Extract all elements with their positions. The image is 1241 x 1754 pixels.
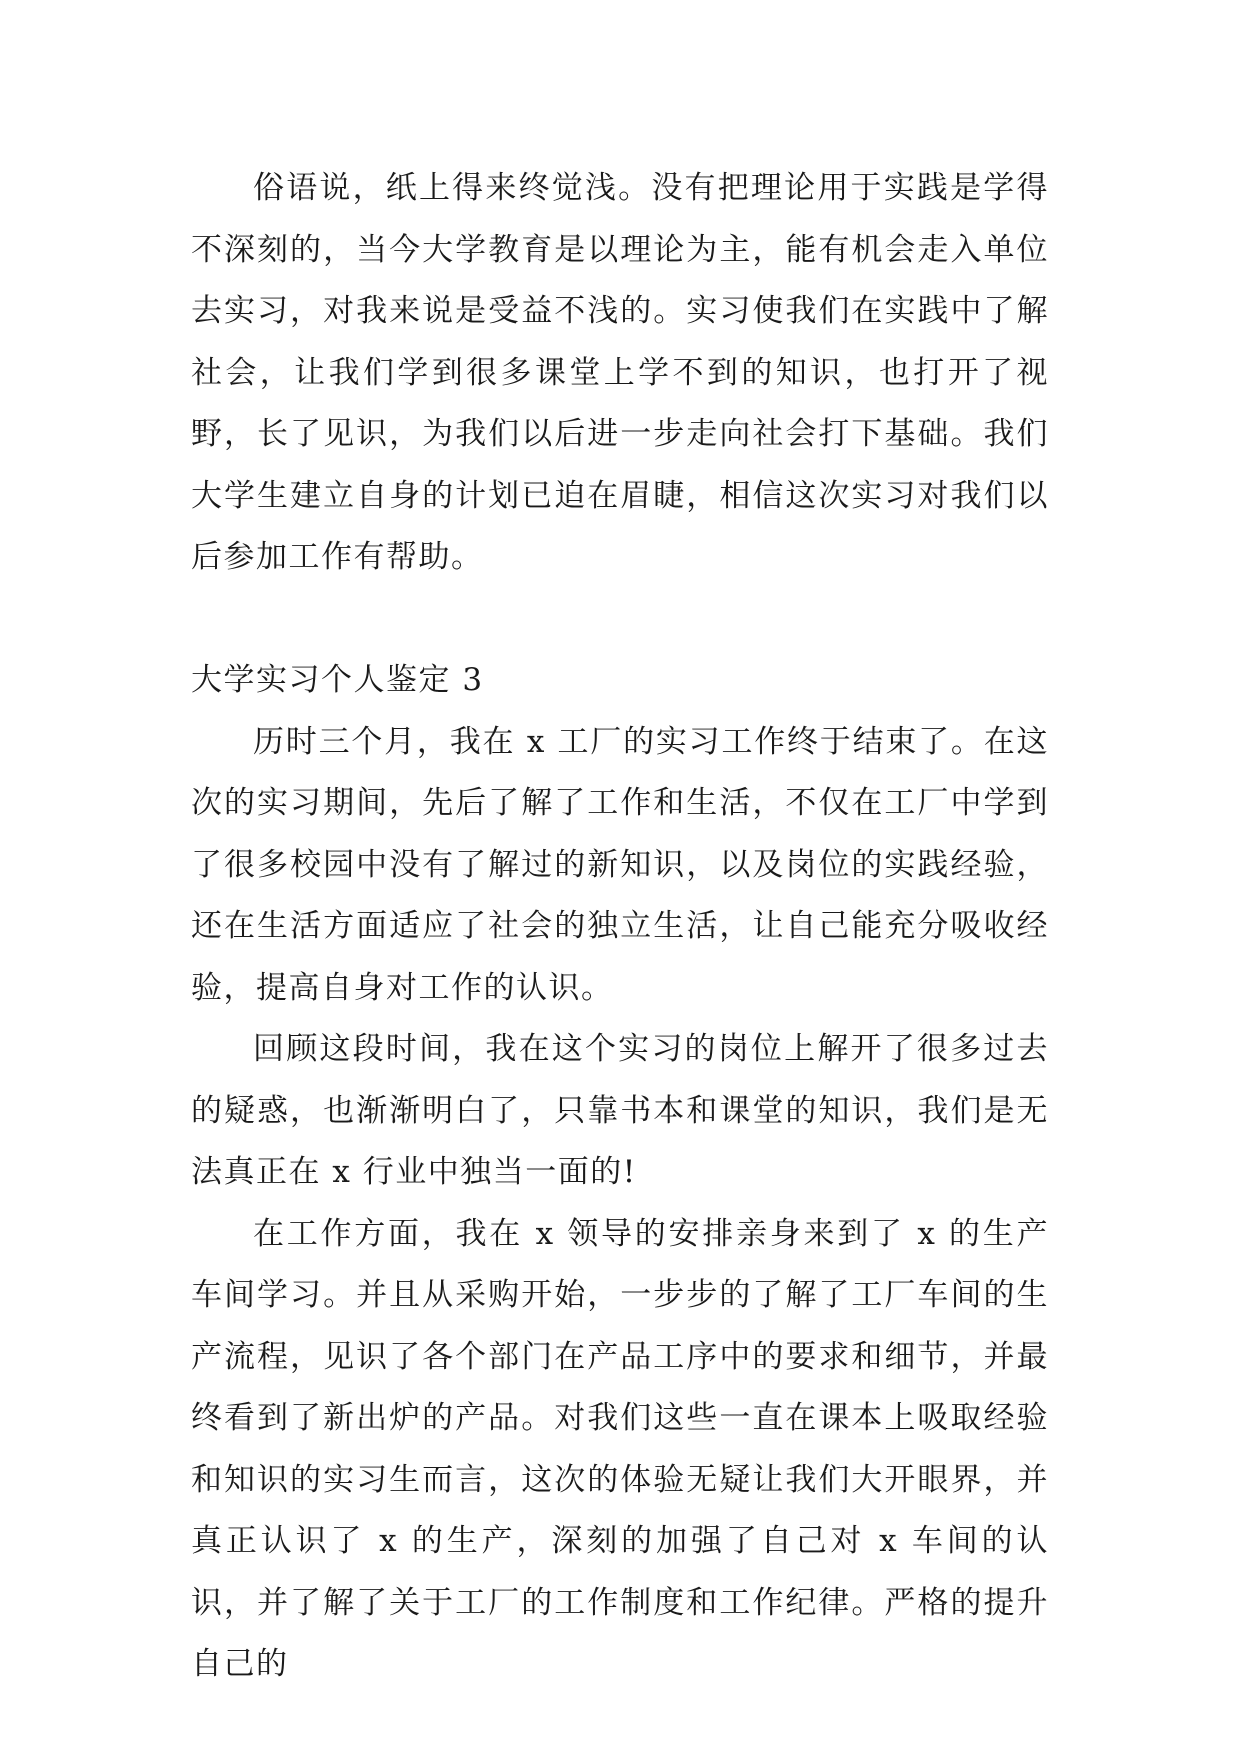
paragraph-section-1: 历时三个月，我在 x 工厂的实习工作终于结束了。在这次的实习期间，先后了解了工作和生活，不仅在工厂中学到了很多校园中没有了解过的新知识，以及岗位的实践经验，还在生活方面适应了社会的独立生活，让自己能充分吸收经验，提高自身对工作的认识。 bbox=[191, 723, 1049, 1006]
section-title: 大学实习个人鉴定 3 bbox=[191, 662, 484, 698]
paragraph-intro: 俗语说，纸上得来终觉浅。没有把理论用于实践是学得不深刻的，当今大学教育是以理论为主，能有机会走入单位去实习，对我来说是受益不浅的。实习使我们在实践中了解社会，让我们学到很多课堂上学不到的知识，也打开了视野，长了见识，为我们以后进一步走向社会打下基础。我们大学生建立自身的计划已迫在眉睫，相信这次实习对我们以后参加工作有帮助。 bbox=[191, 170, 1049, 575]
paragraph-section-2: 回顾这段时间，我在这个实习的岗位上解开了很多过去的疑惑，也渐渐明白了，只靠书本和课堂的知识，我们是无法真正在 x 行业中独当一面的! bbox=[191, 1031, 1049, 1190]
paragraph-section-3: 在工作方面，我在 x 领导的安排亲身来到了 x 的生产车间学习。并且从采购开始，一步步的了解了工厂车间的生产流程，见识了各个部门在产品工序中的要求和细节，并最终看到了新出炉的产品。对我们这些一直在课本上吸取经验和知识的实习生而言，这次的体验无疑让我们大开眼界，并真正认识了 x 的生产，深刻的加强了自己对 x 车间的认识，并了解了关于工厂的工作制度和工作纪律。严格的提升自己的 bbox=[191, 1215, 1049, 1682]
document-body bbox=[191, 158, 1049, 1696]
